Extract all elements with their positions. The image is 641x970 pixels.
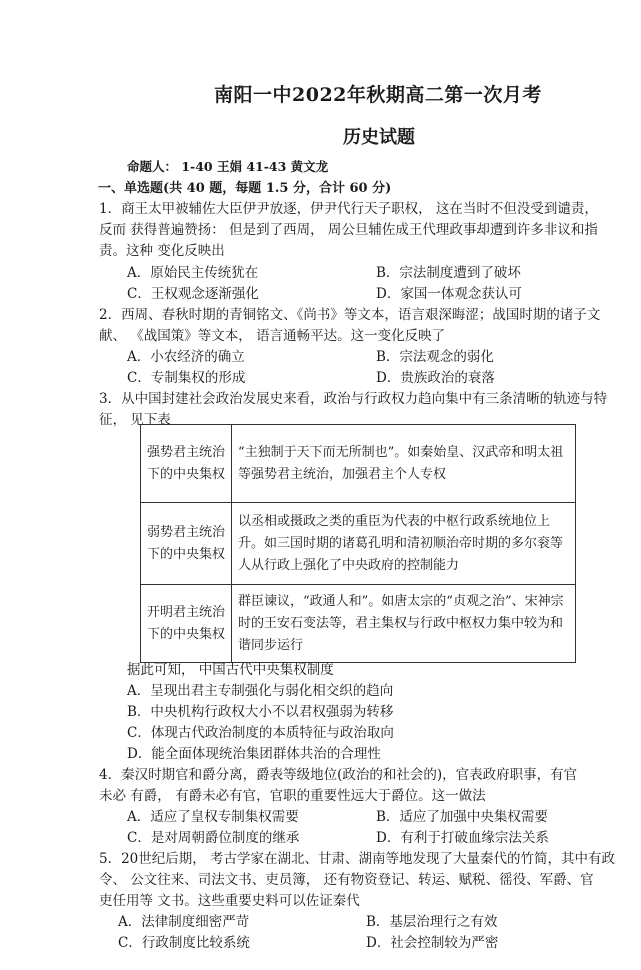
question-5-stem-line-3: 吏任用等 文书。这些重要史料可以佐证秦代 bbox=[99, 893, 360, 909]
question-5-stem-line-1: 5．20世纪后期， 考古学家在湖北、甘肃、湖南等地发现了大量秦代的竹简，其中有政 bbox=[99, 851, 616, 867]
question-5-stem-line-2: 令、 公文往来、司法文书、吏员簿， 还有物资登记、转运、赋税、徭役、军爵、官 bbox=[99, 872, 594, 888]
question-4-stem-line-1: 4．秦汉时期官和爵分离，爵表等级地位(政治的和社会的)，官表政府职事，有官 bbox=[99, 767, 578, 783]
question-3-option-c[interactable]: C．体现古代政治制度的本质特征与政治取向 bbox=[127, 725, 394, 741]
question-3-option-a[interactable]: A．呈现出君主专制强化与弱化相交织的趋向 bbox=[127, 683, 394, 699]
question-5-option-a[interactable]: A．法律制度细密严苛 bbox=[118, 914, 250, 930]
exam-subtitle: 历史试题 bbox=[343, 127, 415, 148]
question-3-option-d[interactable]: D．能全面体现统治集团群体共治的合理性 bbox=[127, 746, 381, 762]
question-3-option-b[interactable]: B．中央机构行政权大小不以君权强弱为转移 bbox=[127, 704, 394, 720]
question-4-option-a[interactable]: A．适应了皇权专制集权需要 bbox=[127, 809, 299, 825]
question-5-option-d[interactable]: D．社会控制较为严密 bbox=[366, 935, 499, 951]
question-2-option-a[interactable]: A．小农经济的确立 bbox=[127, 349, 245, 365]
question-3-stem-line-3: 据此可知， 中国古代中央集权制度 bbox=[127, 662, 334, 678]
question-1-stem-line-3: 责。这种 变化反映出 bbox=[99, 243, 225, 259]
table-row bbox=[141, 503, 576, 585]
table-row bbox=[141, 425, 576, 503]
question-4-stem-line-2: 未必 有爵， 有爵未必有官，官职的重要性远大于爵位。这一做法 bbox=[99, 788, 486, 804]
table-cell-category: 弱势君主统治下的中央集权 bbox=[141, 503, 232, 585]
question-2-option-c[interactable]: C．专制集权的形成 bbox=[127, 370, 246, 386]
question-3-stem-line-1: 3．从中国封建社会政治发展史来看，政治与行政权力趋向集中有三条清晰的轨迹与特 bbox=[99, 391, 608, 407]
table-cell-description: 群臣谏议，“政通人和”。如唐太宗的“贞观之治”、宋神宗时的王安石变法等，君主集权与行政中枢权力集中较为和谐同步运行 bbox=[232, 585, 576, 663]
question-1-option-c[interactable]: C．王权观念逐渐强化 bbox=[127, 286, 259, 302]
table-row bbox=[141, 585, 576, 663]
question-1-stem-line-2: 反而 获得普遍赞扬： 但是到了西周， 周公旦辅佐成王代理政事却遭到许多非议和指 bbox=[99, 222, 598, 238]
question-4-option-b[interactable]: B．适应了加强中央集权需要 bbox=[376, 809, 548, 825]
question-1-stem-line-1: 1．商王太甲被辅佐大臣伊尹放逐，伊尹代行天子职权， 这在当时不但没受到谴责， bbox=[99, 201, 598, 217]
question-2-option-b[interactable]: B．宗法观念的弱化 bbox=[376, 349, 494, 365]
question-1-option-b[interactable]: B．宗法制度遭到了破坏 bbox=[376, 265, 521, 281]
question-4-option-c[interactable]: C．是对周朝爵位制度的继承 bbox=[127, 830, 300, 846]
exam-title: 南阳一中2022年秋期高二第一次月考 bbox=[214, 84, 542, 106]
exam-authors: 命题人： 1-40 王娟 41-43 黄文龙 bbox=[127, 159, 329, 174]
question-2-stem-line-2: 献、 《战国策》等文本， 语言通畅平达。这一变化反映了 bbox=[99, 328, 446, 344]
question-3-table bbox=[140, 424, 576, 663]
table-cell-category: 强势君主统治下的中央集权 bbox=[141, 425, 232, 503]
question-2-option-d[interactable]: D．贵族政治的衰落 bbox=[376, 370, 495, 386]
question-1-option-d[interactable]: D．家国一体观念获认可 bbox=[376, 286, 522, 302]
table-cell-description: “主独制于天下而无所制也”。如秦始皇、汉武帝和明太祖等强势君主统治，加强君主个人专权 bbox=[232, 425, 576, 503]
question-4-option-d[interactable]: D．有利于打破血缘宗法关系 bbox=[376, 830, 549, 846]
table-cell-category: 开明君主统治下的中央集权 bbox=[141, 585, 232, 663]
question-1-option-a[interactable]: A．原始民主传统犹在 bbox=[127, 265, 259, 281]
section-heading: 一、单选题(共 40 题，每题 1.5 分，合计 60 分) bbox=[98, 181, 392, 196]
question-2-stem-line-1: 2．西周、春秋时期的青铜铭文、《尚书》等文本，语言艰深晦涩；战国时期的诸子文 bbox=[99, 307, 601, 323]
question-3-stem-line-2: 征， 见下表 bbox=[99, 412, 171, 428]
question-5-option-c[interactable]: C．行政制度比较系统 bbox=[118, 935, 250, 951]
table-cell-description: 以丞相或摄政之类的重臣为代表的中枢行政系统地位上升。如三国时期的诸葛孔明和清初顺治帝时期的多尔衮等人从行政上强化了中央政府的控制能力 bbox=[232, 503, 576, 585]
question-5-option-b[interactable]: B．基层治理行之有效 bbox=[366, 914, 498, 930]
